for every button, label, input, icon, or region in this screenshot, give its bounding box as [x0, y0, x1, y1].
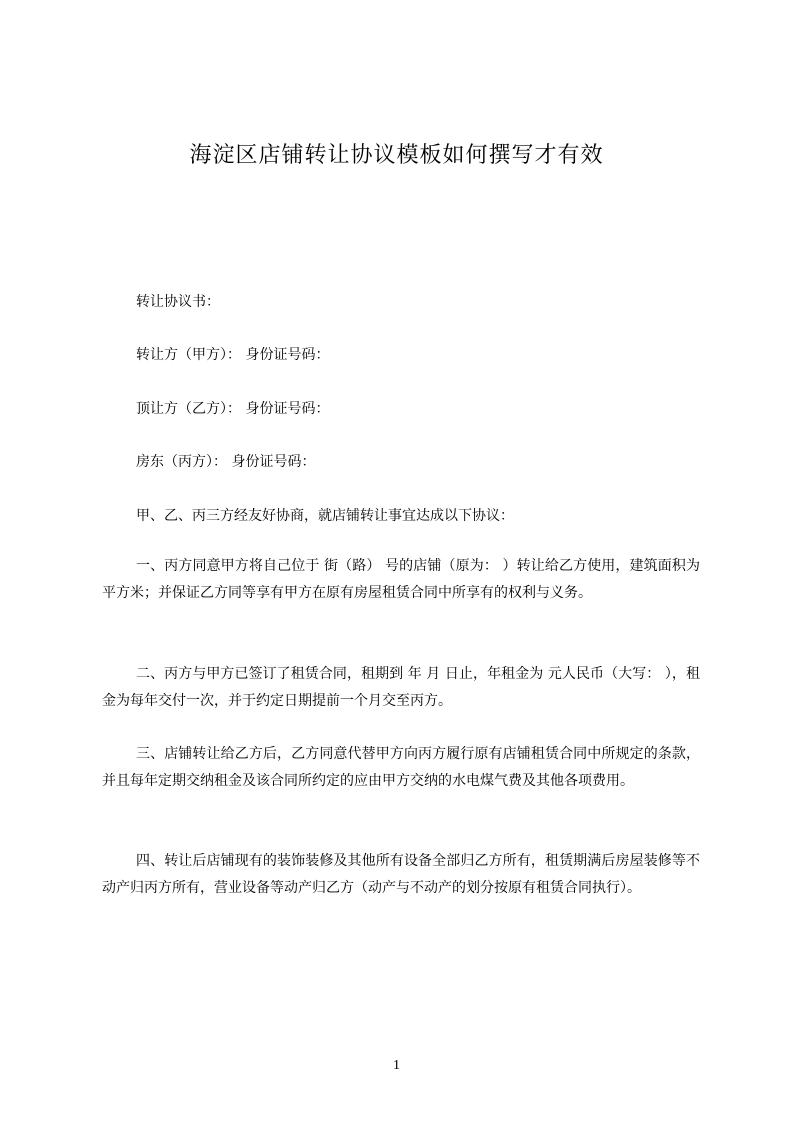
document-title: 海淀区店铺转让协议模板如何撰写才有效	[189, 143, 604, 168]
intro-line: 甲、乙、丙三方经友好协商，就店铺转让事宜达成以下协议：	[136, 508, 514, 524]
party-a-line: 转让方（甲方）： 身份证号码：	[136, 347, 330, 363]
party-c-line: 房东（丙方）： 身份证号码：	[136, 454, 316, 470]
clause-4: 四、转让后店铺现有的装饰装修及其他所有设备全部归乙方所有，租赁期满后房屋装修等不动产归丙方所有，营业设备等动产归乙方（动产与不动产的划分按原有租赁合同执行）。	[102, 853, 700, 896]
page-number: 1	[393, 1058, 400, 1073]
party-b-line: 顶让方（乙方）： 身份证号码：	[136, 401, 330, 417]
clause-3: 三、店铺转让给乙方后，乙方同意代替甲方向丙方履行原有店铺租赁合同中所规定的条款，并且每年定期交纳租金及该合同所约定的应由甲方交纳的水电煤气费及其他各项费用。	[102, 746, 700, 789]
clause-1: 一、丙方同意甲方将自己位于 街（路） 号的店铺（原为： ）转让给乙方使用，建筑面积为 平方米；并保证乙方同等享有甲方在原有房屋租赁合同中所享有的权利与义务。	[102, 558, 700, 601]
clause-2: 二、丙方与甲方已签订了租赁合同，租期到 年 月 日止，年租金为 元人民币（大写： ），租金为每年交付一次，并于约定日期提前一个月交至丙方。	[102, 666, 700, 709]
agreement-heading: 转让协议书：	[136, 294, 220, 310]
